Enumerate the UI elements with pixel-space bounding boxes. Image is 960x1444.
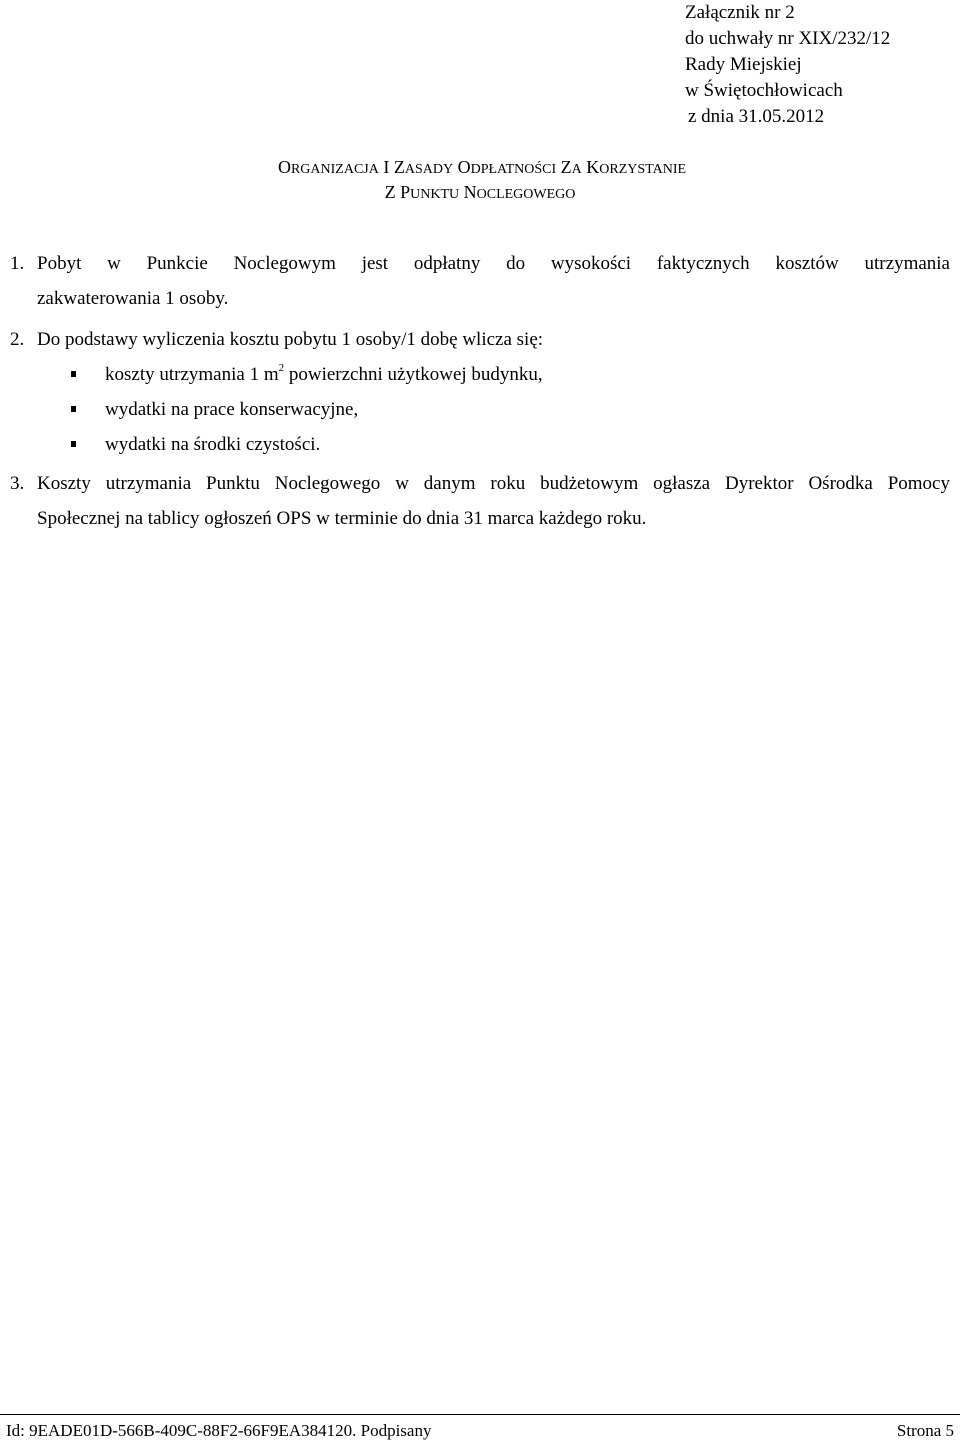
section-1-text-line-2: zakwaterowania 1 osoby. xyxy=(37,288,229,309)
section-2-text: Do podstawy wyliczenia kosztu pobytu 1 osoby/1 dobę wlicza się: xyxy=(37,329,544,350)
list-item: koszty utrzymania 1 $m^2$ powierzchni użytkowej budynku, xyxy=(70,357,543,392)
section-2 xyxy=(10,322,950,357)
section-2-number: 2. xyxy=(10,329,25,350)
document-title-line-1: ORGANIZACJA I ZASADY ODPŁATNOŚCI ZA KORZYSTANIE xyxy=(277,157,687,177)
section-3 xyxy=(10,466,950,536)
attachment-line-3: Rady Miejskiej xyxy=(685,54,802,75)
attachment-line-4: w Świętochłowicach xyxy=(685,80,843,101)
attachment-line-1: Załącznik nr 2 xyxy=(685,2,795,23)
square-bullet-icon xyxy=(71,406,76,412)
attachment-header xyxy=(685,0,890,130)
square-bullet-icon xyxy=(71,441,76,447)
square-bullet-icon xyxy=(71,371,76,377)
list-item: wydatki na środki czystości. xyxy=(70,427,543,462)
section-1-text-line-1: Pobyt w Punkcie Noclegowym jest odpłatny do wysokości faktycznych kosztów utrzymania xyxy=(37,253,950,274)
page-number: Strona 5 xyxy=(896,1421,954,1440)
section-2-bullet-list xyxy=(70,357,543,462)
attachment-line-2: do uchwały nr XIX/232/12 xyxy=(685,28,891,49)
attachment-line-5: z dnia 31.05.2012 xyxy=(688,106,825,127)
section-3-text-line-2: Społecznej na tablicy ogłoszeń OPS w terminie do dnia 31 marca każdego roku. xyxy=(37,508,647,529)
section-3-text-line-1: Koszty utrzymania Punktu Noclegowego w danym roku budżetowym ogłasza Dyrektor Ośrodka Pomocy xyxy=(37,473,950,494)
document-title-line-2: Z PUNKTU NOCLEGOWEGO xyxy=(384,182,576,202)
list-item: wydatki na prace konserwacyjne, xyxy=(70,392,543,427)
section-3-number: 3. xyxy=(10,473,25,494)
document-id: Id: 9EADE01D-566B-409C-88F2-66F9EA384120. Podpisany xyxy=(6,1421,432,1440)
footer-divider xyxy=(0,1414,960,1415)
section-1 xyxy=(10,246,950,316)
section-1-number: 1. xyxy=(10,253,25,274)
